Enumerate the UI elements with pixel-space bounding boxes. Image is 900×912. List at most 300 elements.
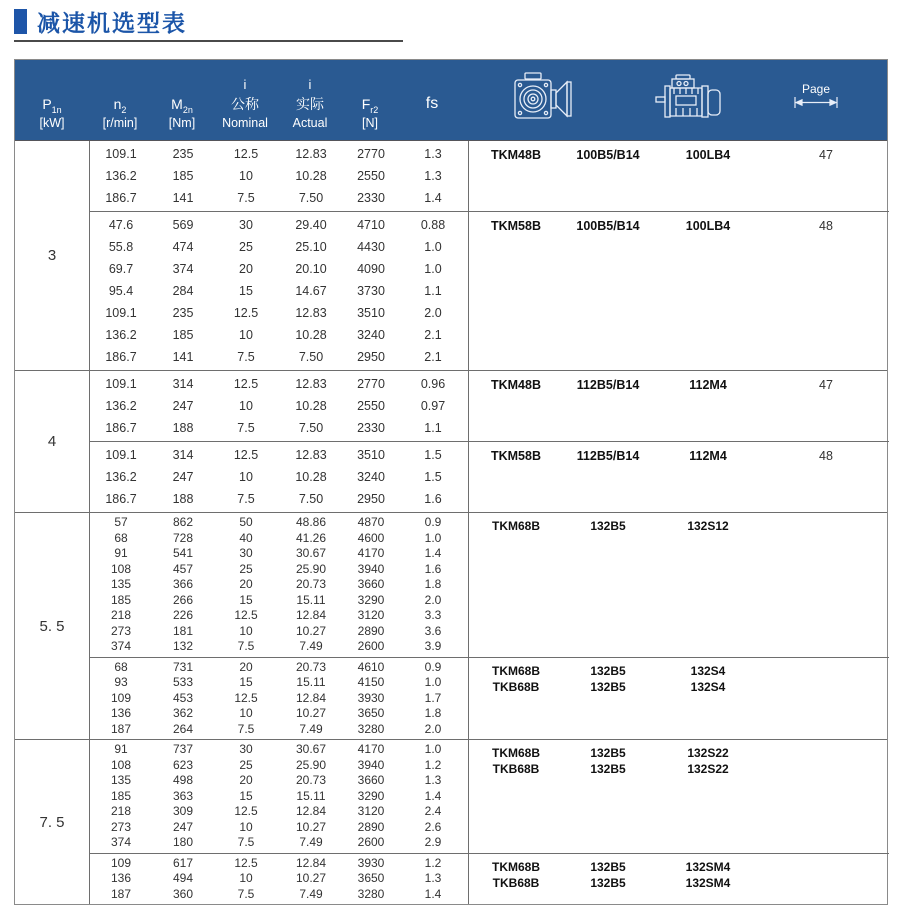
value-cell: 4430 <box>357 240 385 254</box>
value-cell: 187 <box>110 721 132 736</box>
numeric-grid <box>90 442 468 512</box>
subgroup <box>90 141 889 211</box>
value-cell: 494 <box>172 871 194 885</box>
value-cell: 12.5 <box>234 608 258 622</box>
value-cell: 1.0 <box>424 262 442 276</box>
value-cell: 1.0 <box>424 240 442 254</box>
value-cell: 20 <box>239 262 253 276</box>
model-block <box>468 658 889 740</box>
value-cell: 186.7 <box>105 191 137 205</box>
model-block <box>468 371 889 441</box>
value-cell: 15 <box>239 592 253 607</box>
value-cell: 2.1 <box>424 328 442 342</box>
value-cell: 136.2 <box>105 470 137 484</box>
value-cell: 247 <box>172 819 194 834</box>
value-cell: 132 <box>172 639 194 653</box>
reducer-model: TKB68B <box>492 875 540 890</box>
value-cell: 3660 <box>357 577 385 591</box>
value-cell: 2600 <box>357 639 385 653</box>
value-cell: 2.9 <box>424 835 442 849</box>
value-cell: 1.1 <box>424 284 442 298</box>
motor-model: 132S4 <box>690 663 726 678</box>
value-cell: 2770 <box>357 147 385 161</box>
value-cell: 617 <box>172 855 194 870</box>
value-cell: 15.11 <box>296 592 326 607</box>
value-cell: 3290 <box>357 592 385 607</box>
title-underline <box>14 40 403 42</box>
value-cell: 1.0 <box>424 530 442 545</box>
value-cell: 12.84 <box>295 690 327 705</box>
subgroup <box>90 371 889 441</box>
model-block <box>468 212 889 370</box>
value-cell: 3.6 <box>424 623 442 638</box>
value-cell: 7.49 <box>299 835 323 849</box>
page-number <box>763 663 889 679</box>
value-cell: 218 <box>110 804 132 818</box>
value-cell: 235 <box>172 147 194 161</box>
value-cell: 41.26 <box>295 530 327 545</box>
value-cell: 474 <box>172 240 194 254</box>
value-cell: 30 <box>239 742 253 756</box>
value-cell: 266 <box>172 592 194 607</box>
value-cell: 10 <box>239 871 253 885</box>
value-cell: 226 <box>172 608 194 622</box>
model-block <box>468 513 889 657</box>
page-dimension-icon <box>792 96 840 114</box>
value-cell: 4870 <box>357 515 385 529</box>
motor-model: 132S4 <box>690 679 726 694</box>
value-cell: 12.83 <box>295 377 327 391</box>
value-cell: 1.4 <box>424 546 442 560</box>
value-cell: 2550 <box>357 399 385 413</box>
value-cell: 12.5 <box>233 377 259 391</box>
value-cell: 4710 <box>357 218 385 232</box>
page-number <box>763 875 889 891</box>
value-cell: 1.4 <box>424 886 442 901</box>
value-cell: 108 <box>110 561 132 576</box>
value-cell: 2.0 <box>424 592 442 607</box>
value-cell: 108 <box>110 757 132 772</box>
value-cell: 235 <box>172 306 194 320</box>
value-cell: 29.40 <box>295 218 327 232</box>
value-cell: 4150 <box>357 675 385 689</box>
value-cell: 136.2 <box>105 399 137 413</box>
value-cell: 186.7 <box>105 350 137 364</box>
column-header: i 公称 Nominal <box>222 77 268 130</box>
power-section <box>15 512 887 739</box>
value-cell: 12.84 <box>295 804 327 818</box>
model-block <box>468 854 889 905</box>
value-cell: 3940 <box>357 561 385 576</box>
value-cell: 15 <box>239 675 253 689</box>
value-cell: 3510 <box>357 306 385 320</box>
subgroup <box>90 740 889 853</box>
value-cell: 3120 <box>357 608 385 622</box>
page-number <box>763 745 889 761</box>
value-cell: 2.0 <box>424 306 442 320</box>
value-cell: 10.28 <box>295 328 327 342</box>
value-cell: 1.3 <box>424 773 442 787</box>
value-cell: 623 <box>172 757 194 772</box>
subgroup <box>90 853 889 905</box>
value-cell: 0.9 <box>424 515 442 529</box>
value-cell: 12.83 <box>295 147 327 161</box>
value-cell: 136 <box>110 706 132 720</box>
value-cell: 3930 <box>357 690 385 705</box>
numeric-grid <box>90 141 468 211</box>
value-cell: 25.10 <box>295 240 327 254</box>
value-cell: 1.2 <box>424 855 442 870</box>
value-cell: 188 <box>172 492 194 506</box>
value-cell: 12.5 <box>234 690 258 705</box>
value-cell: 2600 <box>357 835 385 849</box>
value-cell: 40 <box>239 530 253 545</box>
value-cell: 95.4 <box>108 284 134 298</box>
value-cell: 4170 <box>357 742 385 756</box>
value-cell: 25 <box>239 561 253 576</box>
page-number: 48 <box>819 449 833 463</box>
value-cell: 0.9 <box>424 659 442 674</box>
value-cell: 12.5 <box>233 147 259 161</box>
value-cell: 7.49 <box>299 721 323 736</box>
value-cell: 314 <box>172 448 194 462</box>
value-cell: 7.5 <box>237 492 255 506</box>
value-cell: 7.5 <box>237 835 255 849</box>
page-column-header <box>792 82 840 114</box>
numeric-grid <box>90 658 468 740</box>
model-block <box>468 740 889 853</box>
section-rows <box>90 371 889 512</box>
value-cell: 25.90 <box>295 757 327 772</box>
value-cell: 12.5 <box>233 306 259 320</box>
value-cell: 136.2 <box>105 328 137 342</box>
value-cell: 3280 <box>357 721 385 736</box>
motor-model: 132SM4 <box>685 875 731 890</box>
model-block <box>468 442 889 512</box>
value-cell: 57 <box>114 515 128 529</box>
input-flange-model: 100B5/B14 <box>576 219 640 233</box>
reducer-model: TKM68B <box>491 746 540 760</box>
value-cell: 218 <box>110 608 132 622</box>
value-cell: 180 <box>172 835 194 849</box>
value-cell: 10 <box>239 819 253 834</box>
value-cell: 3120 <box>357 804 385 818</box>
motor-model: 112M4 <box>689 378 727 392</box>
value-cell: 7.50 <box>298 350 324 364</box>
table-body <box>15 141 887 904</box>
value-cell: 69.7 <box>108 262 134 276</box>
value-cell: 1.0 <box>424 742 442 756</box>
input-flange-model: 132B5 <box>590 663 626 678</box>
power-section <box>15 739 887 904</box>
value-cell: 7.50 <box>298 421 324 435</box>
page-number: 47 <box>819 148 833 162</box>
value-cell: 7.50 <box>298 191 324 205</box>
page-header-label: Page <box>801 82 831 96</box>
value-cell: 91 <box>114 742 128 756</box>
value-cell: 12.5 <box>234 855 258 870</box>
numeric-grid <box>90 740 468 853</box>
value-cell: 366 <box>172 577 194 591</box>
page-number <box>763 518 889 534</box>
value-cell: 109.1 <box>105 377 137 391</box>
value-cell: 30 <box>239 546 253 560</box>
value-cell: 533 <box>172 675 194 689</box>
value-cell: 360 <box>172 886 194 901</box>
numeric-grid <box>90 854 468 905</box>
value-cell: 20 <box>239 659 253 674</box>
motor-model: 132S22 <box>687 746 729 760</box>
reducer-model: TKM58B <box>490 219 541 233</box>
value-cell: 1.5 <box>424 470 442 484</box>
value-cell: 374 <box>172 262 194 276</box>
value-cell: 12.5 <box>234 804 258 818</box>
value-cell: 186.7 <box>105 492 137 506</box>
value-cell: 1.6 <box>424 492 442 506</box>
value-cell: 362 <box>172 706 194 720</box>
value-cell: 273 <box>110 623 132 638</box>
value-cell: 185 <box>172 328 194 342</box>
value-cell: 141 <box>172 350 194 364</box>
value-cell: 2770 <box>357 377 385 391</box>
p1n-value: 5. 5 <box>15 513 90 739</box>
gearbox-icon <box>513 72 579 129</box>
input-flange-model: 112B5/B14 <box>576 378 640 392</box>
value-cell: 12.83 <box>295 306 327 320</box>
input-flange-model: 112B5/B14 <box>576 449 640 463</box>
motor-icon <box>655 74 727 127</box>
value-cell: 50 <box>239 515 253 529</box>
section-rows <box>90 141 889 370</box>
value-cell: 10 <box>239 169 253 183</box>
value-cell: 10.28 <box>295 399 327 413</box>
section-rows <box>90 740 889 904</box>
value-cell: 10.27 <box>295 706 327 720</box>
value-cell: 7.49 <box>299 886 323 901</box>
motor-model: 132SM4 <box>685 859 731 874</box>
value-cell: 1.3 <box>424 871 442 885</box>
value-cell: 15 <box>239 788 253 803</box>
value-cell: 3280 <box>357 886 385 901</box>
value-cell: 2890 <box>357 819 385 834</box>
value-cell: 14.67 <box>295 284 327 298</box>
value-cell: 10 <box>239 623 253 638</box>
value-cell: 47.6 <box>108 218 134 232</box>
p1n-value: 3 <box>15 141 90 370</box>
value-cell: 68 <box>114 530 128 545</box>
value-cell: 7.5 <box>237 350 255 364</box>
value-cell: 1.0 <box>424 675 442 689</box>
value-cell: 273 <box>110 819 132 834</box>
p1n-value: 7. 5 <box>15 740 90 904</box>
value-cell: 185 <box>172 169 194 183</box>
input-flange-model: 132B5 <box>590 679 626 694</box>
value-cell: 12.84 <box>295 855 327 870</box>
value-cell: 136 <box>110 871 132 885</box>
value-cell: 20.73 <box>295 659 327 674</box>
value-cell: 91 <box>114 546 128 560</box>
input-flange-model: 132B5 <box>590 859 626 874</box>
value-cell: 314 <box>172 377 194 391</box>
value-cell: 284 <box>172 284 194 298</box>
value-cell: 0.96 <box>420 377 446 391</box>
reducer-model: TKM48B <box>490 148 541 162</box>
column-header: $M_{2n}$ [Nm] <box>168 96 196 130</box>
value-cell: 3730 <box>357 284 385 298</box>
value-cell: 25 <box>239 757 253 772</box>
reducer-model: TKM58B <box>490 449 541 463</box>
value-cell: 7.5 <box>237 191 255 205</box>
value-cell: 247 <box>172 399 194 413</box>
value-cell: 10 <box>239 328 253 342</box>
value-cell: 1.5 <box>424 448 442 462</box>
value-cell: 55.8 <box>108 240 134 254</box>
value-cell: 374 <box>110 639 132 653</box>
input-flange-model: 132B5 <box>590 746 626 760</box>
value-cell: 728 <box>172 530 194 545</box>
value-cell: 30.67 <box>295 742 327 756</box>
value-cell: 187 <box>110 886 132 901</box>
value-cell: 2.1 <box>424 350 442 364</box>
value-cell: 181 <box>172 623 194 638</box>
value-cell: 1.1 <box>424 421 442 435</box>
reducer-model: TKB68B <box>492 762 540 776</box>
value-cell: 3.3 <box>424 608 442 622</box>
value-cell: 541 <box>172 546 194 560</box>
page-number <box>763 859 889 875</box>
value-cell: 10 <box>239 399 253 413</box>
value-cell: 1.4 <box>424 191 442 205</box>
value-cell: 136.2 <box>105 169 137 183</box>
value-cell: 7.5 <box>237 886 255 901</box>
value-cell: 4170 <box>357 546 385 560</box>
value-cell: 15 <box>239 284 253 298</box>
value-cell: 20.10 <box>295 262 327 276</box>
page-number: 48 <box>819 219 833 233</box>
page-number <box>763 761 889 777</box>
value-cell: 12.5 <box>233 448 259 462</box>
value-cell: 7.5 <box>237 421 255 435</box>
column-header: i 实际 Actual <box>292 77 328 130</box>
value-cell: 30.67 <box>295 546 327 560</box>
value-cell: 1.8 <box>424 577 442 591</box>
subgroup <box>90 513 889 657</box>
value-cell: 1.4 <box>424 788 442 803</box>
value-cell: 4600 <box>357 530 385 545</box>
value-cell: 25.90 <box>295 561 327 576</box>
value-cell: 20 <box>239 773 253 787</box>
value-cell: 3.9 <box>424 639 442 653</box>
value-cell: 2330 <box>357 421 385 435</box>
value-cell: 109 <box>110 855 132 870</box>
value-cell: 7.50 <box>298 492 324 506</box>
input-flange-model: 132B5 <box>590 519 626 533</box>
subgroup <box>90 441 889 512</box>
value-cell: 3240 <box>357 328 385 342</box>
reducer-model: TKM48B <box>490 378 541 392</box>
value-cell: 188 <box>172 421 194 435</box>
title-accent-bar <box>14 9 27 34</box>
value-cell: 12.84 <box>295 608 327 622</box>
value-cell: 20.73 <box>295 577 327 591</box>
value-cell: 0.88 <box>420 218 446 232</box>
power-section <box>15 370 887 512</box>
value-cell: 7.5 <box>237 639 255 653</box>
value-cell: 3290 <box>357 788 385 803</box>
input-flange-model: 132B5 <box>590 875 626 890</box>
value-cell: 25 <box>239 240 253 254</box>
table-header <box>15 60 887 141</box>
numeric-grid <box>90 513 468 657</box>
value-cell: 4610 <box>357 659 385 674</box>
value-cell: 1.6 <box>424 561 442 576</box>
value-cell: 3650 <box>357 706 385 720</box>
reducer-model: TKB68B <box>492 679 540 694</box>
value-cell: 3660 <box>357 773 385 787</box>
value-cell: 15.11 <box>296 788 326 803</box>
value-cell: 10 <box>239 470 253 484</box>
column-header: $n_2$ [r/min] <box>102 96 138 130</box>
value-cell: 109 <box>110 690 132 705</box>
document-header <box>14 5 187 38</box>
value-cell: 363 <box>172 788 194 803</box>
value-cell: 2330 <box>357 191 385 205</box>
reducer-model: TKM68B <box>491 519 540 533</box>
section-rows <box>90 513 889 739</box>
value-cell: 10 <box>239 706 253 720</box>
value-cell: 569 <box>172 218 194 232</box>
value-cell: 2.6 <box>424 819 442 834</box>
value-cell: 135 <box>110 773 132 787</box>
value-cell: 3930 <box>357 855 385 870</box>
value-cell: 2550 <box>357 169 385 183</box>
numeric-grid <box>90 212 468 370</box>
value-cell: 7.49 <box>299 639 323 653</box>
reducer-selection-table <box>14 59 888 905</box>
value-cell: 2.4 <box>424 804 442 818</box>
input-flange-model: 100B5/B14 <box>576 148 640 162</box>
value-cell: 2.0 <box>424 721 442 736</box>
value-cell: 453 <box>172 690 194 705</box>
value-cell: 309 <box>172 804 194 818</box>
value-cell: 20.73 <box>295 773 327 787</box>
value-cell: 68 <box>114 659 128 674</box>
value-cell: 3650 <box>357 871 385 885</box>
value-cell: 264 <box>172 721 194 736</box>
value-cell: 731 <box>172 659 194 674</box>
value-cell: 2950 <box>357 350 385 364</box>
value-cell: 109.1 <box>105 306 137 320</box>
value-cell: 109.1 <box>105 147 137 161</box>
value-cell: 93 <box>114 675 128 689</box>
value-cell: 10.27 <box>295 819 327 834</box>
motor-model: 100LB4 <box>685 219 731 233</box>
motor-model: 132S22 <box>687 762 729 776</box>
value-cell: 374 <box>110 835 132 849</box>
value-cell: 7.5 <box>237 721 255 736</box>
column-header: fs <box>425 95 439 112</box>
page-number: 47 <box>819 378 833 392</box>
value-cell: 3940 <box>357 757 385 772</box>
page-number <box>763 679 889 695</box>
value-cell: 1.3 <box>424 169 442 183</box>
column-header: $P_{1n}$ [kW] <box>39 96 65 130</box>
numeric-grid <box>90 371 468 441</box>
input-flange-model: 132B5 <box>590 762 626 776</box>
value-cell: 15.11 <box>296 675 326 689</box>
column-header: $F_{r2}$ [N] <box>361 96 379 130</box>
value-cell: 862 <box>172 515 194 529</box>
